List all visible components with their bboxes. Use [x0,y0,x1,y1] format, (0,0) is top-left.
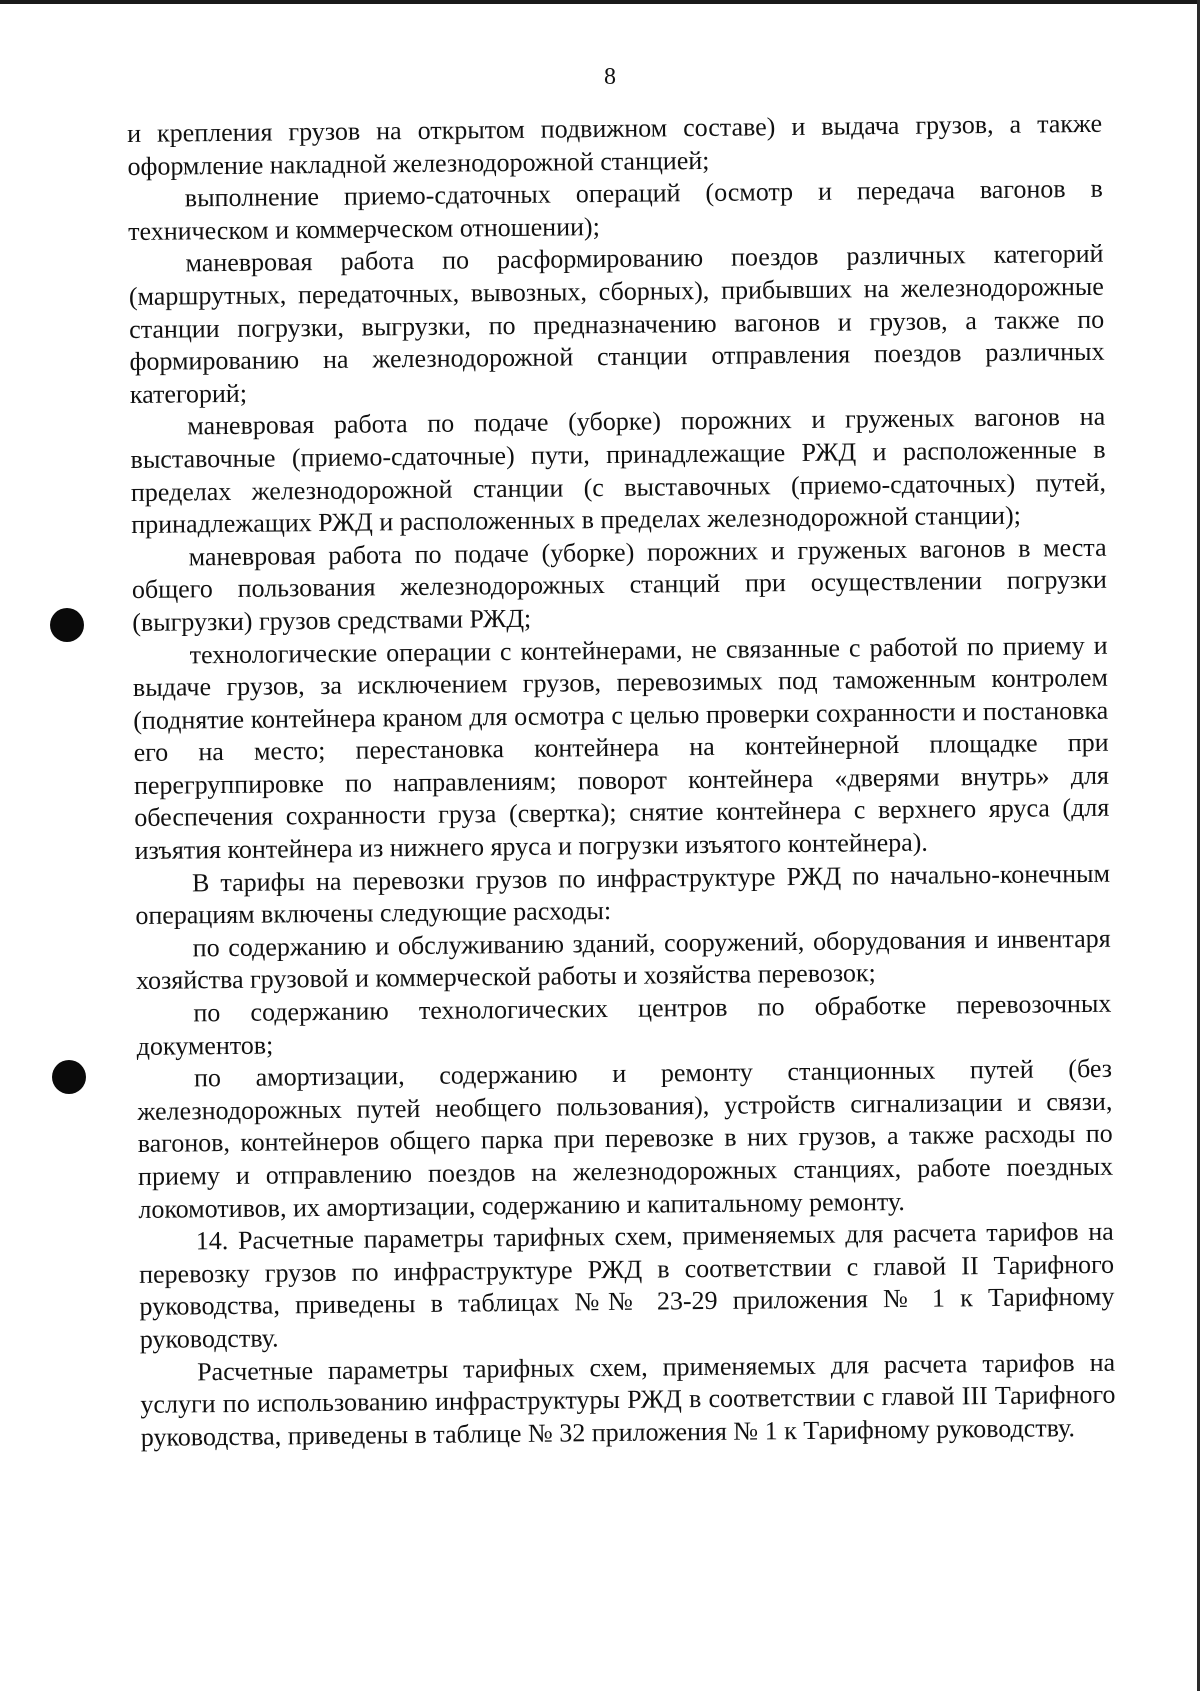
paragraph: маневровая работа по подаче (уборке) порожних и груженых вагонов на выставочные (приемо-сдаточные) пути, принадлежащие РЖД и расположенные в пределах железнодорожной станции (с выставочных (приемо-сдаточных) путей, принадлежащих РЖД и расположенных в пределах железнодорожной станции); [130,402,1107,540]
document-body [127,108,1116,1454]
paragraph: по содержанию и обслуживанию зданий, сооружений, оборудования и инвентаря хозяйства грузовой и коммерческой работы и хозяйства перевозок; [135,923,1111,996]
paragraph: 14. Расчетные параметры тарифных схем, применяемых для расчета тарифов на перевозку грузов по инфраструктуре РЖД в соответствии с главой II Тарифного руководства, приведены в таблицах №№ 23-29 приложения № 1 к Тарифному руководству. [138,1216,1115,1354]
scan-border-top [0,0,1200,4]
paragraph: выполнение приемо-сдаточных операций (осмотр и передача вагонов в техническом и коммерческом отношении); [128,173,1103,246]
paragraph: по содержанию технологических центров по обработке перевозочных документов; [136,988,1112,1061]
paragraph: Расчетные параметры тарифных схем, применяемых для расчета тарифов на услуги по использованию инфраструктуры РЖД в соответствии с главой III Тарифного руководства, приведены в таблице № 32 приложения № 1 к Тарифному руководству. [140,1347,1116,1452]
paragraph: по амортизации, содержанию и ремонту станционных путей (без железнодорожных путей необщего пользования), устройств сигнализации и связи, вагонов, контейнеров общего парка при перевозке в них грузов, а также расходы по приему и отправлению поездов на железнодорожных станциях, работе поездных локомотивов, их амортизации, содержанию и капитальному ремонту. [137,1053,1114,1224]
paragraph: и крепления грузов на открытом подвижном составе) и выдача грузов, а также оформление накладной железнодорожной станцией; [127,108,1103,181]
punch-hole-icon [52,1060,86,1094]
page-number: 8 [604,64,616,90]
paragraph: В тарифы на перевозки грузов по инфраструктуре РЖД по начально-конечным операциям включены следующие расходы: [135,858,1111,931]
paragraph: маневровая работа по подаче (уборке) порожних и груженых вагонов в места общего пользования железнодорожных станций при осуществлении погрузки (выгрузки) грузов средствами РЖД; [131,532,1108,637]
paragraph: маневровая работа по расформированию поездов различных категорий (маршрутных, передаточных, вывозных, сборных), прибывших на железнодорожные станции погрузки, выгрузки, по предназначению вагонов и грузов, а также по формированию на железнодорожной станции отправления поездов различных категорий; [128,239,1105,409]
punch-hole-icon [50,608,84,642]
paragraph: технологические операции с контейнерами, не связанные с работой по приему и выдаче грузов, за исключением грузов, перевозимых под таможенным контролем (поднятие контейнера краном для осмотра с целью проверки сохранности и постановка его на место; перестановка контейнера на контейнерной площадке при перегруппировке по направлениям; поворот контейнера «дверями внутрь» для обеспечения сохранности груза (свертка); снятие контейнера с верхнего яруса (для изъятия контейнера из нижнего яруса и погрузки изъятого контейнера). [132,630,1110,866]
